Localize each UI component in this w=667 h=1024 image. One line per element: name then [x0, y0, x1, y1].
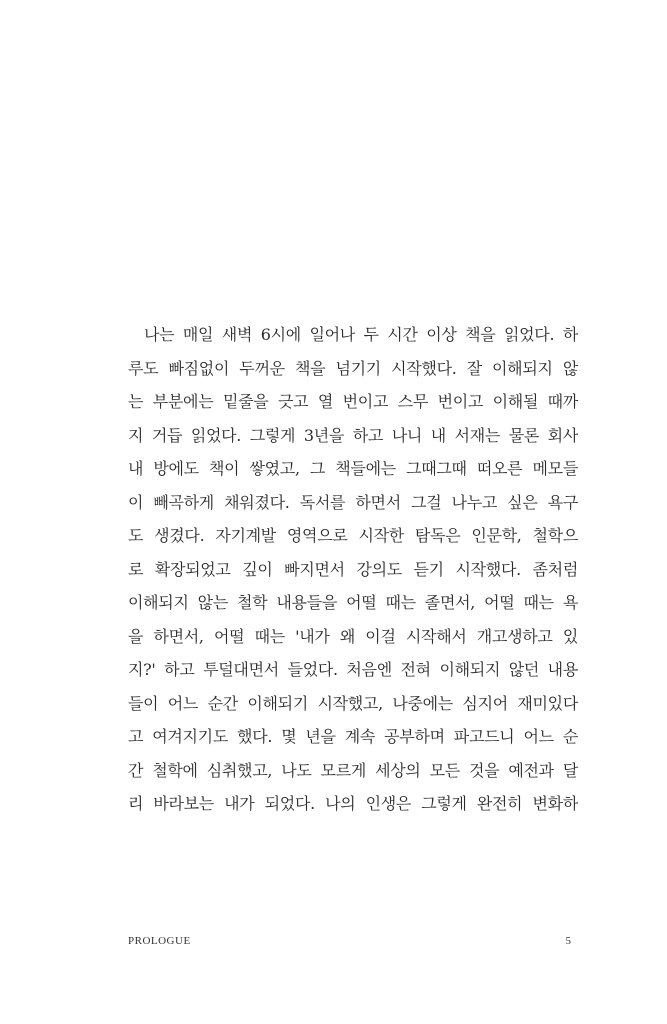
running-footer-section: PROLOGUE — [128, 935, 191, 947]
text-line-4: 지 거듭 읽었다. 그렇게 3년을 하고 나니 내 서재는 물론 회사 — [128, 425, 578, 445]
text-line-12: 들이 어느 순간 이해되기 시작했고, 나중에는 심지어 재미있다 — [128, 693, 578, 713]
text-line-1: 나는 매일 새벽 6시에 일어나 두 시간 이상 책을 읽었다. 하 — [144, 325, 578, 344]
text-line-8: 로 확장되었고 깊이 빠지면서 강의도 듣기 시작했다. 좀처럼 — [128, 559, 578, 579]
text-line-14: 간 철학에 심취했고, 나도 모르게 세상의 모든 것을 예전과 달 — [128, 760, 578, 780]
text-line-15: 리 바라보는 내가 되었다. 나의 인생은 그렇게 완전히 변화하 — [128, 794, 578, 813]
text-line-6: 이 빼곡하게 채워졌다. 독서를 하면서 그걸 나누고 싶은 욕구 — [128, 492, 578, 512]
text-line-9: 이해되지 않는 철학 내용들을 어떨 때는 졸면서, 어떨 때는 욕 — [128, 593, 578, 612]
text-line-13: 고 여겨지기도 했다. 몇 년을 계속 공부하며 파고드니 어느 순 — [128, 727, 578, 746]
text-line-11: 지?' 하고 투덜대면서 들었다. 처음엔 전혀 이해되지 않던 내용 — [128, 660, 578, 679]
text-line-5: 내 방에도 책이 쌓였고, 그 책들에는 그때그때 떠오른 메모들 — [128, 459, 578, 478]
text-line-2: 루도 빠짐없이 두꺼운 책을 넘기기 시작했다. 잘 이해되지 않 — [128, 358, 578, 378]
page-number: 5 — [565, 935, 571, 947]
text-line-7: 도 생겼다. 자기계발 영역으로 시작한 탐독은 인문학, 철학으 — [128, 526, 578, 545]
text-line-10: 을 하면서, 어떨 때는 '내가 왜 이걸 시작해서 개고생하고 있 — [128, 626, 578, 646]
text-line-3: 는 부분에는 밑줄을 긋고 열 번이고 스무 번이고 이해될 때까 — [128, 392, 578, 411]
body-paragraph — [128, 318, 578, 821]
